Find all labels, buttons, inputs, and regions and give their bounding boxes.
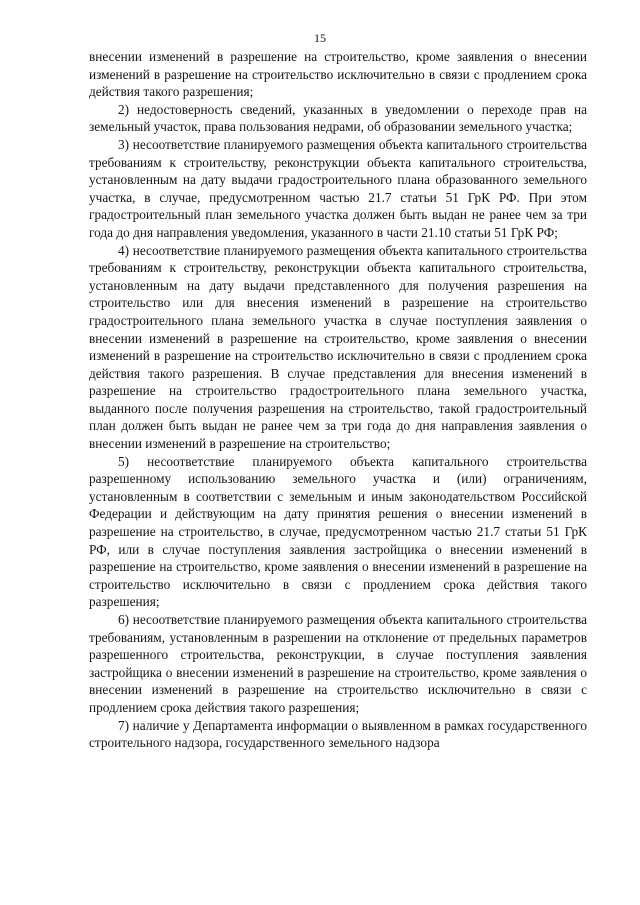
paragraph-item-5: 5) несоответствие планируемого объекта капитального строительства разрешенному использованию земельного участка и (или) ограничениям, установленным в соответствии с земельным и иным законодательством Российской Федерации и действующим на дату принятия решения о внесении изменений в разрешение на строительство, в случае, предусмотренном частью 21.7 статьи 51 ГрК РФ, или в случае поступления заявления застройщика о внесении изменений в разрешение на строительство, кроме заявления о внесении изменений в разрешение на строительство исключительно в связи с продлением срока действия такого разрешения; xyxy=(89,453,587,610)
paragraph-item-2: 2) недостоверность сведений, указанных в уведомлении о переходе прав на земельный участок, права пользования недрами, об образовании земельного участка; xyxy=(89,101,587,135)
paragraph-item-4: 4) несоответствие планируемого размещения объекта капитального строительства требованиям к строительству, реконструкции объекта капитального строительства, установленным на дату выдачи представленного для получения разрешения на строительство или для внесения изменений в разрешение на строительство градостроительного плана земельного участка в случае поступления заявления о внесении изменений в разрешение на строительство, кроме заявления о внесении изменений в разрешение на строительство исключительно в связи с продлением срока действия такого разрешения. В случае представления для внесения изменений в разрешение на строительство градостроительного плана земельного участка, выданного после получения разрешения на строительство, такой градостроительный план должен быть выдан не ранее чем за три года до дня направления заявления о внесении изменений в разрешение на строительство; xyxy=(89,242,587,452)
paragraph-item-6: 6) несоответствие планируемого размещения объекта капитального строительства требованиям, установленным в разрешении на отклонение от предельных параметров разрешенного строительства, реконструкции, в случае поступления заявления застройщика о внесении изменений в разрешение на строительство, кроме заявления о внесении изменений в разрешение на строительство исключительно в связи с продлением срока действия такого разрешения; xyxy=(89,612,587,715)
paragraph-item-7: 7) наличие у Департамента информации о выявленном в рамках государственного строительного надзора, государственного земельного надзора xyxy=(89,717,587,751)
paragraph-continuation: внесении изменений в разрешение на строительство, кроме заявления о внесении изменений в разрешение на строительство исключительно в связи с продлением срока действия такого разрешения; xyxy=(89,49,587,100)
document-body xyxy=(89,48,587,752)
page-number: 15 xyxy=(314,31,326,45)
paragraph-item-3: 3) несоответствие планируемого размещения объекта капитального строительства требованиям к строительству, реконструкции объекта капитального строительства, установленным на дату выдачи градостроительного плана образованного земельного участка, в случае, предусмотренном частью 21.7 статьи 51 ГрК РФ. При этом градостроительный план земельного участка должен быть выдан не ранее чем за три года до дня направления уведомления, указанного в части 21.10 статьи 51 ГрК РФ; xyxy=(89,136,587,240)
